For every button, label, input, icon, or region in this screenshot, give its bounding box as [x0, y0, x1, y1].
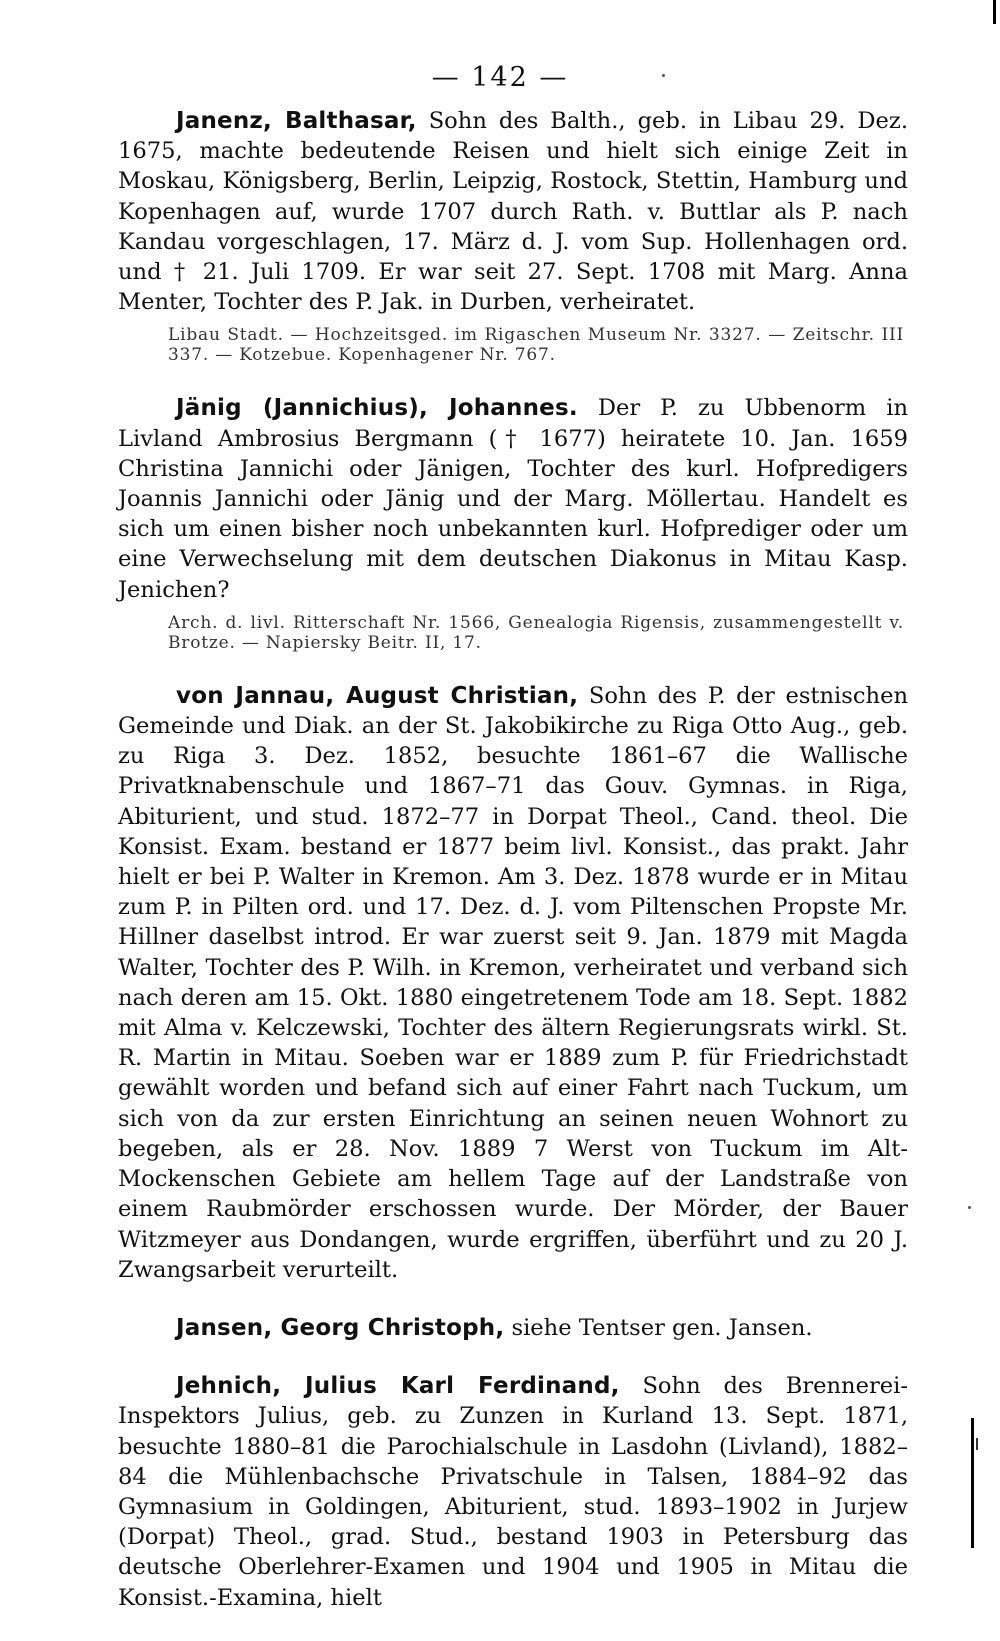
entry-janenz: [118, 106, 908, 365]
entry-jannau: [118, 681, 908, 1285]
entry-jaenig: [118, 393, 908, 652]
entry-text: Sohn des P. der estnischen Gemeinde und Diak. an der St. Jakobikirche zu Riga Otto Aug., geb. zu Riga 3. Dez. 1852, besuchte 1861–67 die Wallische Privatknabenschule und 1867–71 das Gouv. Gymnas. in Riga, Abiturient, und stud. 1872–77 in Dorpat Theol., Cand. theol. Die Konsist. Exam. bestand er 1877 beim livl. Konsist., das prakt. Jahr hielt er bei P. Walter in Kremon. Am 3. Dez. 1878 wurde er in Mitau zum P. in Pilten ord. und 17. Dez. d. J. vom Piltenschen Propste Mr. Hillner daselbst introd. Er war zuerst seit 9. Jan. 1879 mit Magda Walter, Tochter des P. Wilh. in Kremon, verheiratet und verband sich nach deren am 15. Okt. 1880 eingetretenem Tode am 18. Sept. 1882 mit Alma v. Kelczewski, Tochter des ältern Regierungsrats wirkl. St. R. Martin in Mitau. Soeben war er 1889 zum P. für Friedrichstadt gewählt worden und befand sich auf einer Fahrt nach Tuckum, um sich von da zur ersten Einrichtung an seinen neuen Wohnort zu begeben, als er 28. Nov. 1889 7 Werst von Tuckum im Alt-Mockenschen Gebiete am hellem Tage auf der Landstraße von einem Raubmörder erschossen wurde. Der Mörder, der Bauer Witzmeyer aus Dondangen, wurde ergriffen, überführt und zu 20 J. Zwangsarbeit verurteilt.: [118, 682, 908, 1283]
entry-source: Arch. d. livl. Ritterschaft Nr. 1566, Genealogia Rigensis, zusammengestellt v. Brotze. — Napiersky Beitr. II, 17.: [168, 612, 904, 653]
entry-body: [118, 393, 908, 604]
entry-body: [118, 1371, 908, 1613]
entry-text: Der P. zu Ubbenorm in Livland Ambrosius Bergmann († 1677) heiratete 10. Jan. 1659 Christina Jannichi oder Jänigen, Tochter des kurl. Hofpredigers Joannis Jannichi oder Jänig und der Marg. Möllertau. Handelt es sich um einen bisher noch unbekannten kurl. Hofprediger oder um eine Verwechselung mit dem deutschen Diakonus in Mitau Kasp. Jenichen?: [118, 395, 908, 603]
entry-text: Sohn des Balth., geb. in Libau 29. Dez. 1675, machte bedeutende Reisen und hielt sich einige Zeit in Moskau, Königsberg, Berlin, Leipzig, Rostock, Stettin, Hamburg und Kopenhagen auf, wurde 1707 durch Rath. v. Buttlar als P. nach Kandau vorgeschlagen, 17. März d. J. vom Sup. Hollenhagen ord. und † 21. Juli 1709. Er war seit 27. Sept. 1708 mit Marg. Anna Menter, Tochter des P. Jak. in Durben, verheiratet.: [118, 108, 908, 316]
entry-body: [118, 681, 908, 1285]
entry-source: Libau Stadt. — Hochzeitsged. im Rigaschen Museum Nr. 3327. — Zeitschr. III 337. — Kotzebue. Kopenhagener Nr. 767.: [168, 325, 904, 366]
entry-body: [118, 106, 908, 317]
page-number: — 142 —: [431, 62, 569, 93]
entry-heading: Jansen, Georg Christoph,: [176, 1314, 505, 1341]
scan-speck: [968, 1206, 971, 1209]
entry-heading: Jehnich, Julius Karl Ferdinand,: [176, 1373, 620, 1400]
entry-heading: Jänig (Jannichius), Johannes.: [176, 395, 578, 422]
entry-body: [118, 1313, 908, 1343]
entry-heading: Janenz, Balthasar,: [176, 108, 417, 134]
entries-column: [118, 106, 908, 1641]
entry-text: Sohn des Brennerei-Inspektors Julius, geb. zu Zunzen in Kurland 13. Sept. 1871, besuchte 1880–81 die Parochialschule in Lasdohn (Livland), 1882–84 die Mühlenbachsche Privatschule in Talsen, 1884–92 das Gymnasium in Goldingen, Abiturient, stud. 1893–1902 in Jurjew (Dorpat) Theol., grad. Stud., bestand 1903 in Petersburg das deutsche Oberlehrer-Examen und 1904 und 1905 in Mitau die Konsist.-Examina, hielt: [118, 1373, 908, 1611]
scan-speck: [976, 1438, 978, 1450]
scan-speck: [662, 74, 665, 77]
entry-heading: von Jannau, August Christian,: [176, 682, 579, 709]
entry-jansen: [118, 1313, 908, 1343]
scan-edge-mark: [971, 1418, 974, 1548]
entry-text: siehe Tentser gen. Jansen.: [511, 1314, 813, 1341]
scan-edge-mark: [993, 0, 996, 24]
entry-jehnich: [118, 1371, 908, 1613]
